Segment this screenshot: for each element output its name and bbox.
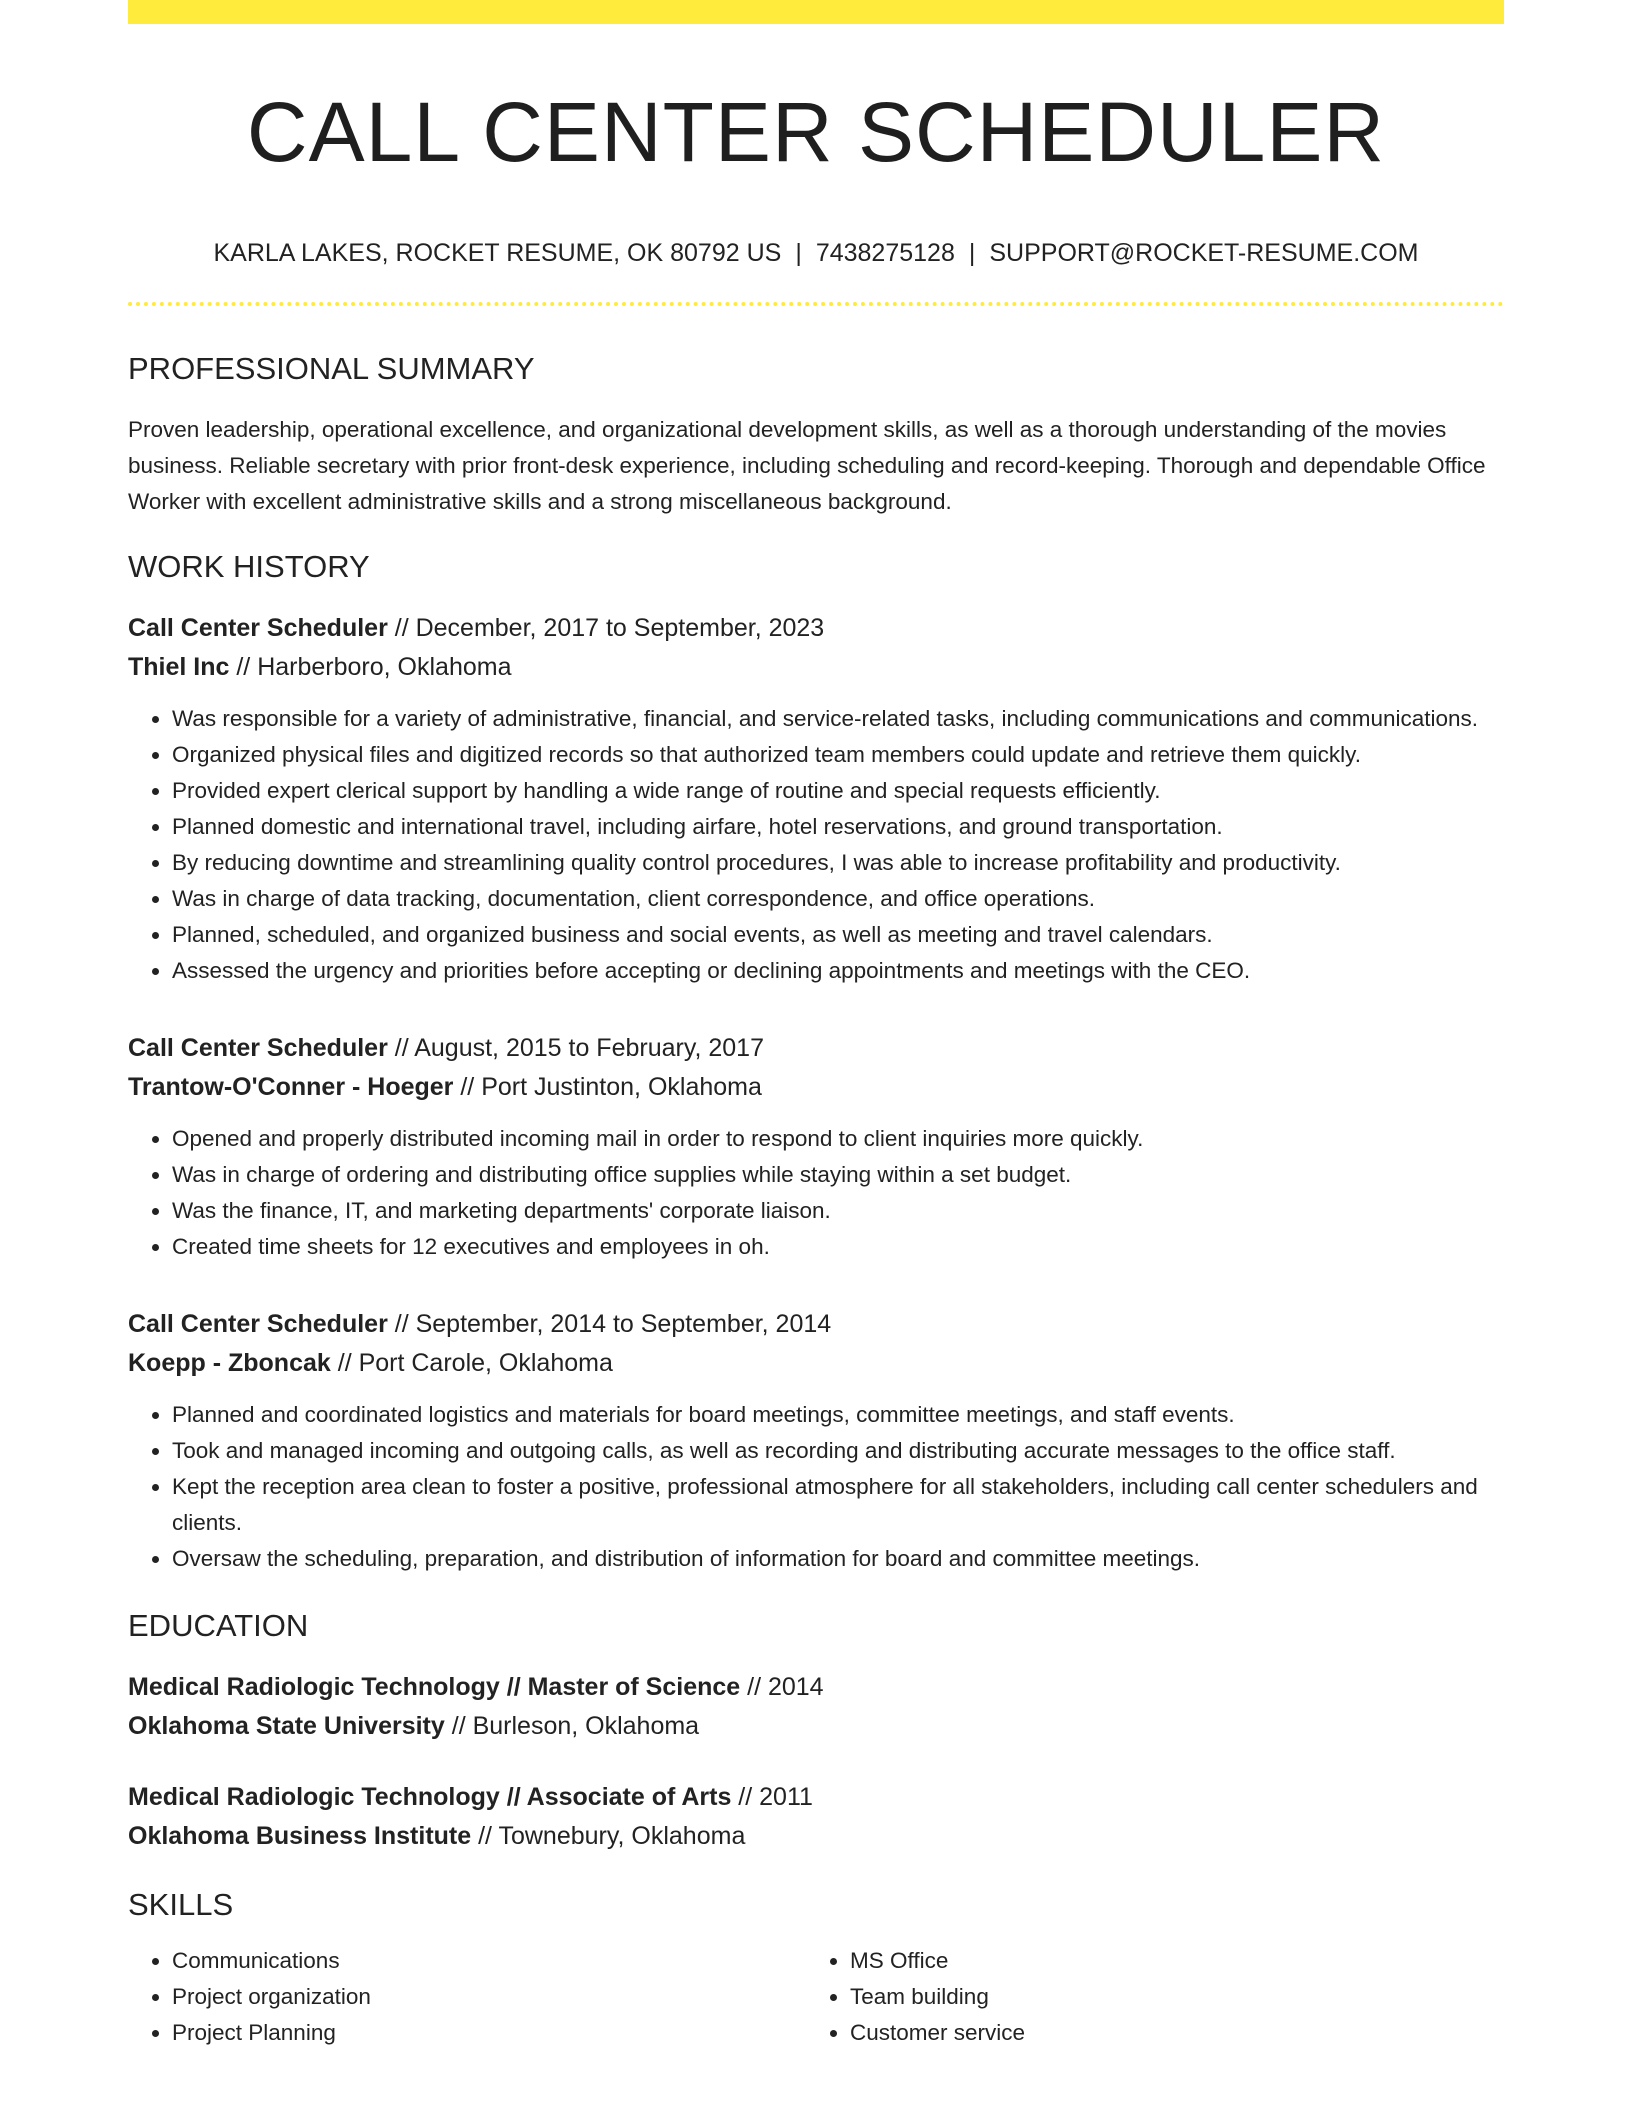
skill-item: • Communications [172, 1943, 806, 1979]
education-year: // 2011 [731, 1782, 813, 1811]
job-bullet: • Was in charge of data tracking, documentation, client correspondence, and office operations. [172, 881, 1504, 917]
job-company-line [128, 1344, 1504, 1383]
education-school: Oklahoma State University [128, 1711, 445, 1740]
job-bullets [128, 701, 1504, 989]
skills-heading: SKILLS [128, 1886, 234, 1922]
skills-column-left [128, 1943, 806, 2051]
job-company: Thiel Inc [128, 652, 230, 681]
education-year: // 2014 [740, 1672, 824, 1701]
contact-separator: | [795, 239, 802, 268]
contact-email: SUPPORT@ROCKET-RESUME.COM [989, 239, 1419, 268]
job-bullet: • Took and managed incoming and outgoing calls, as well as recording and distributing accurate messages to the office staff. [172, 1433, 1504, 1469]
job-bullet: • Planned, scheduled, and organized business and social events, as well as meeting and travel calendars. [172, 917, 1504, 953]
skill-item: • Customer service [850, 2015, 1484, 2051]
contact-line [128, 238, 1504, 268]
job-title-line [128, 609, 1504, 648]
summary-heading: PROFESSIONAL SUMMARY [128, 351, 535, 387]
job-bullet: • Assessed the urgency and priorities before accepting or declining appointments and meetings with the CEO. [172, 953, 1504, 989]
job-company-line [128, 1068, 1504, 1107]
job-entry [128, 609, 1504, 989]
job-company-line [128, 648, 1504, 687]
contact-separator: | [968, 239, 976, 268]
resume-name: CALL CENTER SCHEDULER [246, 85, 1386, 179]
job-bullet: • Was in charge of ordering and distributing office supplies while staying within a set budget. [172, 1157, 1504, 1193]
job-entry [128, 1029, 1504, 1265]
job-entry [128, 1305, 1504, 1577]
education-entry [128, 1778, 1504, 1856]
job-location: // Harberboro, Oklahoma [229, 652, 512, 681]
education-school: Oklahoma Business Institute [128, 1821, 472, 1850]
job-bullet: • By reducing downtime and streamlining quality control procedures, I was able to increase profitability and productivity. [172, 845, 1504, 881]
job-dates: // August, 2015 to February, 2017 [387, 1033, 764, 1062]
job-bullet: • Was the finance, IT, and marketing departments' corporate liaison. [172, 1193, 1504, 1229]
job-dates: // September, 2014 to September, 2014 [387, 1309, 832, 1338]
skills-list [128, 1943, 1504, 2051]
job-bullet: • Created time sheets for 12 executives and employees in oh. [172, 1229, 1504, 1265]
education-degree: Medical Radiologic Technology // Associate of Arts [128, 1782, 732, 1811]
skill-item: • Team building [850, 1979, 1484, 2015]
job-position: Call Center Scheduler [128, 613, 388, 642]
job-bullet: • Was responsible for a variety of administrative, financial, and service-related tasks, including communications and communications. [172, 701, 1504, 737]
education-school-line [128, 1817, 1504, 1856]
education-degree-line [128, 1668, 1504, 1707]
job-position: Call Center Scheduler [128, 1033, 388, 1062]
education-heading: EDUCATION [128, 1607, 309, 1643]
resume-page [128, 0, 1504, 2051]
education-entry [128, 1668, 1504, 1746]
summary-text: Proven leadership, operational excellence, and organizational development skills, as well as a thorough understanding of the movies business. Reliable secretary with prior front-desk experience, including scheduling and record-keeping. Thorough and dependable Office Worker with excellent administrative skills and a strong miscellaneous background. [128, 416, 1486, 514]
education-location: // Burleson, Oklahoma [444, 1711, 700, 1740]
job-bullet: • Planned domestic and international travel, including airfare, hotel reservations, and ground transportation. [172, 809, 1504, 845]
skill-item: • MS Office [850, 1943, 1484, 1979]
skill-item: • Project organization [172, 1979, 806, 2015]
job-bullets [128, 1121, 1504, 1265]
job-bullet: • Planned and coordinated logistics and materials for board meetings, committee meetings, and staff events. [172, 1397, 1504, 1433]
job-bullet: • Provided expert clerical support by handling a wide range of routine and special requests efficiently. [172, 773, 1504, 809]
job-bullet: • Opened and properly distributed incoming mail in order to respond to client inquiries more quickly. [172, 1121, 1504, 1157]
job-bullet: • Oversaw the scheduling, preparation, and distribution of information for board and committee meetings. [172, 1541, 1504, 1577]
education-location: // Townebury, Oklahoma [471, 1821, 746, 1850]
job-location: // Port Justinton, Oklahoma [453, 1072, 762, 1101]
contact-phone: 7438275128 [815, 239, 955, 268]
education-degree: Medical Radiologic Technology // Master of Science [128, 1672, 741, 1701]
education-degree-line [128, 1778, 1504, 1817]
job-company: Trantow-O'Conner - Hoeger [128, 1072, 454, 1101]
top-accent-bar [128, 0, 1504, 24]
skill-item: • Project Planning [172, 2015, 806, 2051]
skills-column-right [806, 1943, 1484, 2051]
job-title-line [128, 1305, 1504, 1344]
job-title-line [128, 1029, 1504, 1068]
education-school-line [128, 1707, 1504, 1746]
job-bullets [128, 1397, 1504, 1577]
job-bullet: • Kept the reception area clean to foster a positive, professional atmosphere for all stakeholders, including call center schedulers and clients. [172, 1469, 1504, 1541]
job-dates: // December, 2017 to September, 2023 [387, 613, 825, 642]
job-bullet: • Organized physical files and digitized records so that authorized team members could update and retrieve them quickly. [172, 737, 1504, 773]
job-location: // Port Carole, Oklahoma [330, 1348, 613, 1377]
dotted-divider [128, 302, 1504, 306]
job-position: Call Center Scheduler [128, 1309, 388, 1338]
work-history-heading: WORK HISTORY [128, 548, 370, 584]
contact-address: KARLA LAKES, ROCKET RESUME, OK 80792 US [213, 239, 782, 268]
job-company: Koepp - Zboncak [128, 1348, 331, 1377]
